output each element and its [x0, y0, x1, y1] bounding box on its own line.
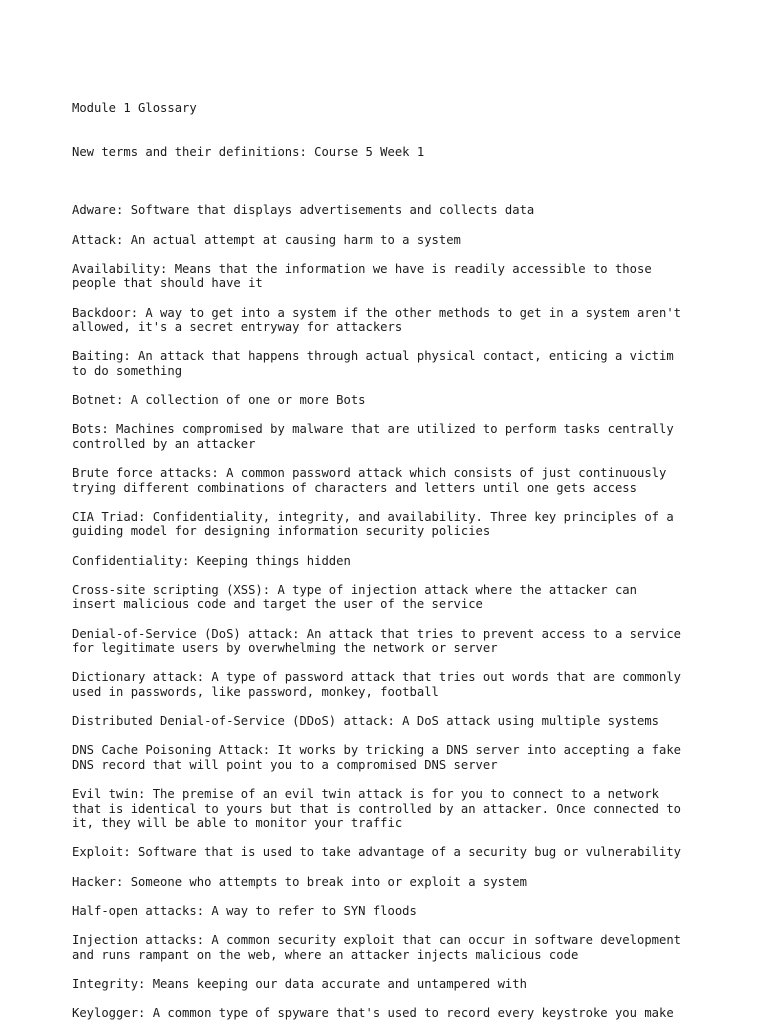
- glossary-entry-line: Cross-site scripting (XSS): A type of injection attack where the attacker can: [72, 582, 637, 597]
- glossary-entry: [72, 743, 712, 772]
- glossary-entry: [72, 583, 712, 612]
- glossary-entry-line: Baiting: An attack that happens through actual physical contact, enticing a victim: [72, 349, 674, 364]
- glossary-entry-line: people that should have it: [72, 276, 263, 291]
- glossary-entry-line: Denial-of-Service (DoS) attack: An attack that tries to prevent access to a service: [72, 626, 682, 641]
- glossary-entry: [72, 554, 712, 569]
- glossary-entry: [72, 714, 712, 729]
- glossary-entry-line: insert malicious code and target the user of the service: [72, 597, 483, 612]
- glossary-entry-line: to do something: [72, 363, 183, 378]
- glossary-entry-line: Availability: Means that the information we have is readily accessible to those: [72, 261, 652, 276]
- glossary-entry-line: Dictionary attack: A type of password attack that tries out words that are commonly: [72, 670, 682, 685]
- glossary-entry-line: that is identical to yours but that is controlled by an attacker. Once connected to: [72, 801, 682, 816]
- document-subtitle: New terms and their definitions: Course 5 Week 1: [72, 144, 425, 159]
- glossary-entry: [72, 262, 712, 291]
- glossary-entry: [72, 1006, 712, 1021]
- glossary-entry-line: it, they will be able to monitor your traffic: [72, 816, 403, 831]
- glossary-entry-line: Distributed Denial-of-Service (DDoS) attack: A DoS attack using multiple systems: [72, 714, 659, 729]
- glossary-entry-line: and runs rampant on the web, where an attacker injects malicious code: [72, 947, 579, 962]
- glossary-entry-line: DNS Cache Poisoning Attack: It works by tricking a DNS server into accepting a fake: [72, 743, 682, 758]
- glossary-entry: [72, 349, 712, 378]
- glossary-document: [72, 72, 712, 1035]
- glossary-entry: [72, 422, 712, 451]
- glossary-entry-line: CIA Triad: Confidentiality, integrity, and availability. Three key principles of a: [72, 509, 674, 524]
- glossary-entry-line: Hacker: Someone who attempts to break into or exploit a system: [72, 874, 527, 889]
- glossary-entry: [72, 203, 712, 218]
- glossary-entry-line: Half-open attacks: A way to refer to SYN floods: [72, 903, 417, 918]
- glossary-entry-line: Exploit: Software that is used to take advantage of a security bug or vulnerability: [72, 845, 682, 860]
- glossary-entry-line: Integrity: Means keeping our data accurate and untampered with: [72, 976, 527, 991]
- glossary-entry: [72, 466, 712, 495]
- glossary-entry-line: Confidentiality: Keeping things hidden: [72, 553, 351, 568]
- glossary-entry-line: Adware: Software that displays advertisements and collects data: [72, 203, 535, 218]
- glossary-entry-line: Attack: An actual attempt at causing harm to a system: [72, 232, 461, 247]
- glossary-entries: [72, 203, 712, 1020]
- glossary-entry-line: Bots: Machines compromised by malware that are utilized to perform tasks centrally: [72, 422, 674, 437]
- glossary-entry: [72, 904, 712, 919]
- glossary-entry-line: Injection attacks: A common security exploit that can occur in software development: [72, 933, 682, 948]
- glossary-entry-line: DNS record that will point you to a compromised DNS server: [72, 757, 498, 772]
- glossary-entry-line: for legitimate users by overwhelming the network or server: [72, 641, 498, 656]
- glossary-entry-line: guiding model for designing information security policies: [72, 524, 491, 539]
- glossary-entry: [72, 845, 712, 860]
- glossary-entry-line: Botnet: A collection of one or more Bots: [72, 393, 366, 408]
- glossary-entry: [72, 233, 712, 248]
- glossary-entry-line: used in passwords, like password, monkey, football: [72, 684, 439, 699]
- glossary-entry-line: Brute force attacks: A common password attack which consists of just continuously: [72, 466, 667, 481]
- glossary-entry: [72, 670, 712, 699]
- glossary-entry: [72, 393, 712, 408]
- glossary-entry-line: allowed, it's a secret entryway for attackers: [72, 320, 403, 335]
- glossary-entry: [72, 627, 712, 656]
- glossary-entry: [72, 510, 712, 539]
- document-title: Module 1 Glossary: [72, 101, 197, 116]
- glossary-entry-line: Evil twin: The premise of an evil twin attack is for you to connect to a network: [72, 787, 659, 802]
- glossary-entry: [72, 306, 712, 335]
- glossary-entry: [72, 875, 712, 890]
- glossary-entry-line: trying different combinations of characters and letters until one gets access: [72, 480, 637, 495]
- glossary-entry: [72, 933, 712, 962]
- glossary-entry-line: controlled by an attacker: [72, 436, 256, 451]
- glossary-entry: [72, 977, 712, 992]
- glossary-entry-line: Backdoor: A way to get into a system if the other methods to get in a system aren't: [72, 305, 682, 320]
- glossary-entry-line: Keylogger: A common type of spyware that's used to record every keystroke you make: [72, 1006, 674, 1020]
- glossary-entry: [72, 787, 712, 831]
